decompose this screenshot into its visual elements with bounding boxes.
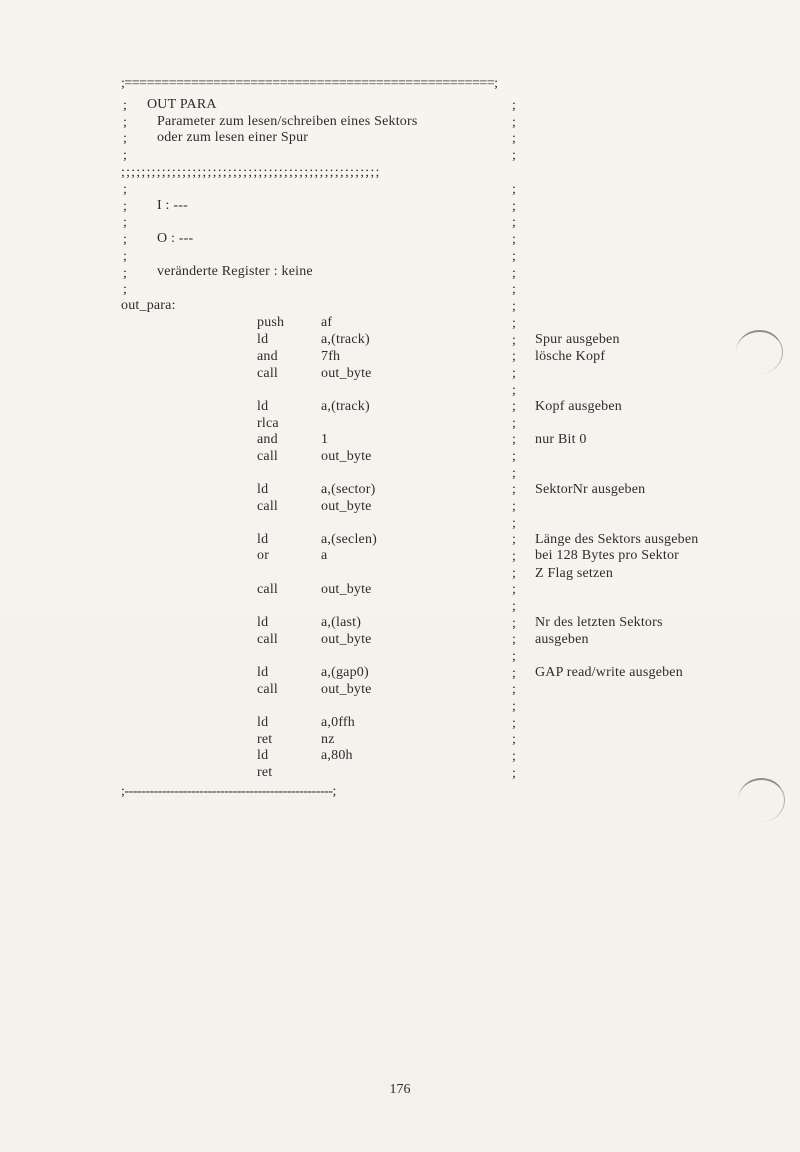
semicolon: ; [512, 182, 517, 197]
semicolon: ; [123, 148, 128, 163]
code-opcode: ret [257, 765, 273, 780]
semicolon: ; [512, 682, 517, 697]
code-opcode: ld [257, 615, 269, 630]
header-semicolon-rule: ;;;;;;;;;;;;;;;;;;;;;;;;;;;;;;;;;;;;;;;;;;;;;;;;;;; [121, 165, 381, 180]
code-operand: out_byte [321, 582, 372, 597]
semicolon: ; [512, 449, 517, 464]
code-operand: out_byte [321, 366, 372, 381]
register-spec: veränderte Register : keine [157, 264, 313, 279]
semicolon: ; [512, 482, 517, 497]
routine-title: OUT PARA [147, 97, 217, 112]
code-operand: a,(seclen) [321, 532, 378, 547]
code-operand: out_byte [321, 682, 372, 697]
input-spec: I : --- [157, 198, 188, 213]
semicolon: ; [512, 199, 517, 214]
semicolon: ; [123, 215, 128, 230]
semicolon: ; [512, 131, 517, 146]
semicolon: ; [512, 416, 517, 431]
semicolon: ; [123, 131, 128, 146]
semicolon: ; [512, 282, 517, 297]
code-opcode: call [257, 682, 279, 697]
semicolon: ; [512, 632, 517, 647]
routine-description: oder zum lesen einer Spur [157, 130, 309, 145]
semicolon: ; [512, 366, 517, 381]
page-number: 176 [389, 1082, 411, 1097]
code-comment: Nr des letzten Sektors [535, 615, 663, 630]
semicolon: ; [512, 232, 517, 247]
semicolon: ; [512, 532, 517, 547]
code-comment: Z Flag setzen [535, 566, 614, 581]
code-opcode: call [257, 582, 279, 597]
code-opcode: ld [257, 482, 269, 497]
semicolon: ; [512, 699, 517, 714]
code-operand: 7fh [321, 349, 341, 364]
semicolon: ; [123, 249, 128, 264]
semicolon: ; [123, 232, 128, 247]
semicolon: ; [512, 649, 517, 664]
footer-rule-bottom: ;--------------------------------------------------; [121, 784, 336, 799]
code-opcode: and [257, 432, 278, 447]
semicolon: ; [123, 182, 128, 197]
semicolon: ; [512, 732, 517, 747]
routine-description: Parameter zum lesen/schreiben eines Sektors [157, 114, 418, 129]
code-opcode: ld [257, 715, 269, 730]
code-operand: a,80h [321, 748, 353, 763]
code-comment: Kopf ausgeben [535, 399, 622, 414]
code-comment: SektorNr ausgeben [535, 482, 646, 497]
semicolon: ; [123, 98, 128, 113]
semicolon: ; [512, 432, 517, 447]
code-comment: Spur ausgeben [535, 332, 620, 347]
semicolon: ; [512, 716, 517, 731]
semicolon: ; [512, 499, 517, 514]
semicolon: ; [512, 466, 517, 481]
code-opcode: call [257, 449, 279, 464]
code-opcode: or [257, 548, 270, 563]
code-opcode: rlca [257, 416, 279, 431]
code-operand: 1 [321, 432, 329, 447]
semicolon: ; [512, 749, 517, 764]
semicolon: ; [512, 516, 517, 531]
semicolon: ; [512, 766, 517, 781]
punch-hole-mark [738, 778, 785, 822]
code-opcode: ld [257, 532, 269, 547]
semicolon: ; [512, 582, 517, 597]
code-opcode: ld [257, 665, 269, 680]
code-opcode: call [257, 499, 279, 514]
code-operand: a [321, 548, 328, 563]
code-opcode: ret [257, 732, 273, 747]
code-opcode: call [257, 366, 279, 381]
code-opcode: ld [257, 332, 269, 347]
code-operand: out_byte [321, 449, 372, 464]
semicolon: ; [512, 249, 517, 264]
code-opcode: and [257, 349, 278, 364]
code-operand: out_byte [321, 499, 372, 514]
semicolon: ; [123, 115, 128, 130]
semicolon: ; [512, 666, 517, 681]
code-opcode: push [257, 315, 285, 330]
code-opcode: ld [257, 748, 269, 763]
semicolon: ; [123, 199, 128, 214]
semicolon: ; [512, 399, 517, 414]
code-operand: a,(last) [321, 615, 362, 630]
punch-hole-mark [736, 330, 783, 374]
semicolon: ; [512, 148, 517, 163]
semicolon: ; [512, 98, 517, 113]
semicolon: ; [512, 566, 517, 581]
code-operand: a,0ffh [321, 715, 355, 730]
semicolon: ; [512, 316, 517, 331]
code-operand: a,(gap0) [321, 665, 369, 680]
semicolon: ; [512, 333, 517, 348]
code-opcode: call [257, 632, 279, 647]
header-rule-top: ;==================================================; [121, 76, 498, 91]
semicolon: ; [123, 282, 128, 297]
code-operand: a,(track) [321, 332, 370, 347]
routine-label: out_para: [121, 298, 176, 313]
code-operand: a,(sector) [321, 482, 376, 497]
code-operand: nz [321, 732, 335, 747]
semicolon: ; [512, 215, 517, 230]
code-comment: bei 128 Bytes pro Sektor [535, 548, 680, 563]
code-comment: nur Bit 0 [535, 432, 587, 447]
semicolon: ; [512, 299, 517, 314]
code-operand: a,(track) [321, 399, 370, 414]
code-comment: GAP read/write ausgeben [535, 665, 683, 680]
semicolon: ; [512, 383, 517, 398]
code-comment: lösche Kopf [535, 349, 606, 364]
semicolon: ; [512, 266, 517, 281]
output-spec: O : --- [157, 231, 194, 246]
semicolon: ; [512, 549, 517, 564]
semicolon: ; [512, 599, 517, 614]
code-comment: Länge des Sektors ausgeben [535, 532, 699, 547]
code-operand: out_byte [321, 632, 372, 647]
code-opcode: ld [257, 399, 269, 414]
semicolon: ; [512, 115, 517, 130]
semicolon: ; [512, 349, 517, 364]
semicolon: ; [512, 616, 517, 631]
code-comment: ausgeben [535, 632, 589, 647]
code-operand: af [321, 315, 333, 330]
semicolon: ; [123, 266, 128, 281]
